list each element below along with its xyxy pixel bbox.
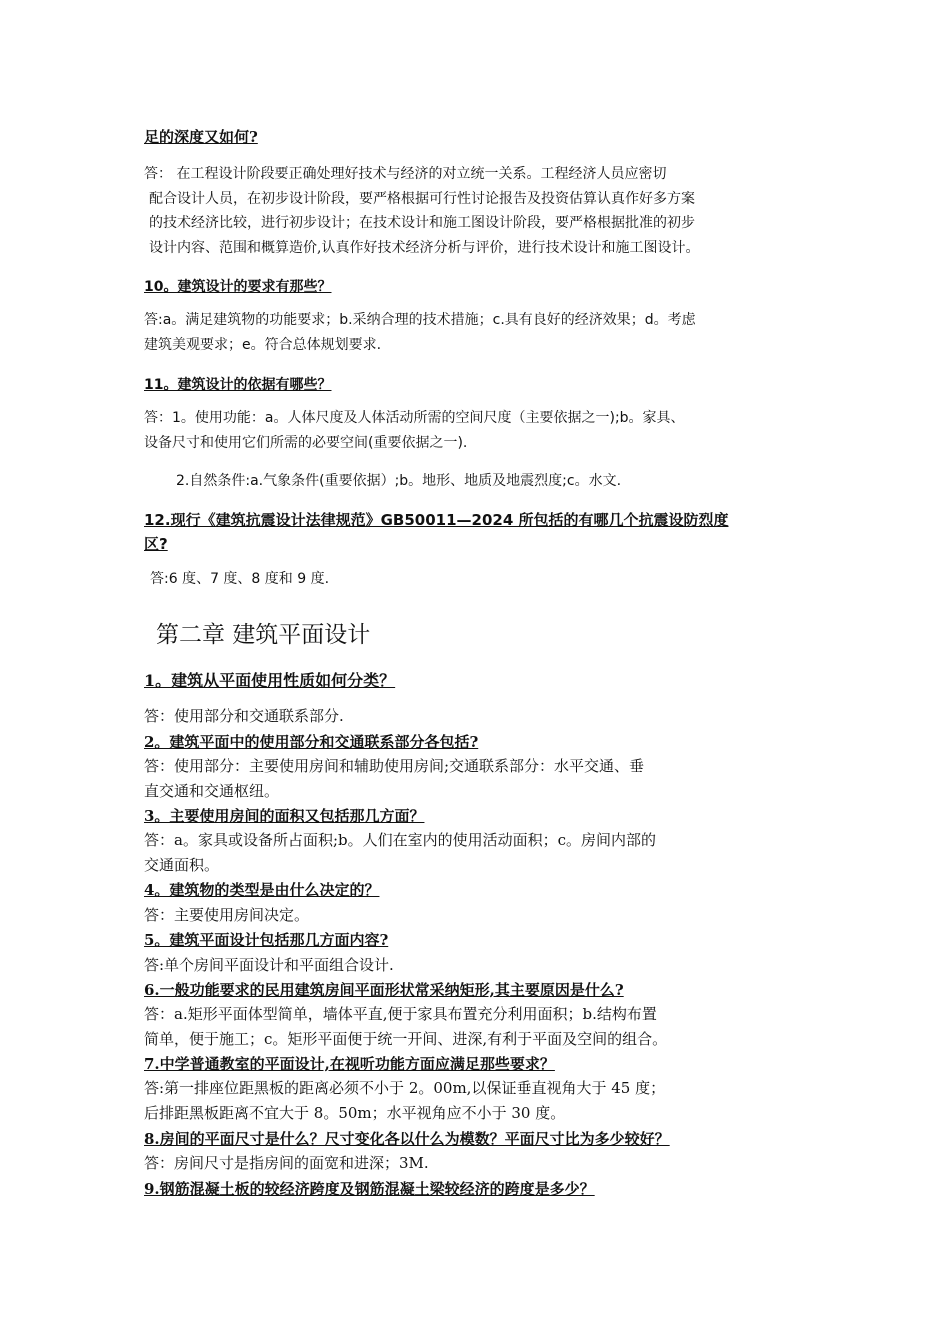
answer-11 xyxy=(144,406,808,456)
answer-line: 答：a。家具或设备所占面积;b。人们在室内的使用活动面积；c。房间内部的 xyxy=(144,831,657,849)
question-line: 12.现行《建筑抗震设计法律规范》GB50011—2024 所包括的有哪几个抗震设防烈度 xyxy=(144,511,729,529)
question-line: 区? xyxy=(144,535,168,553)
answer-line: 简单，便于施工；c。矩形平面便于统一开间、进深,有利于平面及空间的组合。 xyxy=(144,1030,668,1048)
question-c2-9: 9.钢筋混凝土板的较经济跨度及钢筋混凝土梁较经济的跨度是多少？ xyxy=(144,1180,595,1198)
answer-c2-3 xyxy=(144,828,808,878)
answer-c2-2 xyxy=(144,754,808,804)
question-c2-6: 6.一般功能要求的民用建筑房间平面形状常采纳矩形,其主要原因是什么? xyxy=(144,981,624,999)
answer-line: 配合设计人员，在初步设计阶段，要严格根据可行性讨论报告及投资估算认真作好多方案 xyxy=(149,190,695,207)
answer-line: 建筑美观要求；e。符合总体规划要求. xyxy=(144,337,382,353)
question-c2-3: 3。主要使用房间的面积又包括那几方面？ xyxy=(144,807,425,825)
answer-line: 的技术经济比较，进行初步设计；在技术设计和施工图设计阶段，要严格根据批准的初步 xyxy=(149,215,695,231)
question-11: 11。建筑设计的依据有哪些？ xyxy=(144,377,332,393)
question-c2-2: 2。建筑平面中的使用部分和交通联系部分各包括? xyxy=(144,733,479,751)
answer-line: 后排距黑板距离不宜大于 8。50m；水平视角应不小于 30 度。 xyxy=(144,1104,566,1122)
answer-line: 答：使用部分：主要使用房间和辅助使用房间;交通联系部分：水平交通、垂 xyxy=(144,757,645,775)
answer-c2-8: 答：房间尺寸是指房间的面宽和进深；3M. xyxy=(144,1154,429,1172)
answer-line: 答： 在工程设计阶段要正确处理好技术与经济的对立统一关系。工程经济人员应密切 xyxy=(144,166,667,182)
question-10: 10。建筑设计的要求有那些？ xyxy=(144,279,332,295)
answer-intro xyxy=(144,162,808,260)
answer-line: 直交通和交通枢纽。 xyxy=(144,782,280,800)
answer-line: 设计内容、范围和概算造价,认真作好技术经济分析与评价，进行技术设计和施工图设计。 xyxy=(149,239,700,256)
answer-c2-4: 答：主要使用房间决定。 xyxy=(144,906,310,924)
answer-12: 答:6 度、7 度、8 度和 9 度. xyxy=(150,571,330,587)
answer-c2-5: 答:单个房间平面设计和平面组合设计. xyxy=(144,956,394,974)
answer-c2-7 xyxy=(144,1076,808,1126)
question-c2-7: 7.中学普通教室的平面设计,在视听功能方面应满足那些要求？ xyxy=(144,1055,555,1073)
question-intro: 足的深度又如何? xyxy=(144,128,258,146)
answer-11-natural: 2.自然条件:a.气象条件(重要依据）;b。地形、地质及地震烈度;c。水文. xyxy=(176,473,622,489)
answer-line: 答:第一排座位距黑板的距离必须不小于 2。00m,以保证垂直视角大于 45 度； xyxy=(144,1079,666,1097)
answer-line: 答：a.矩形平面体型简单，墙体平直,便于家具布置充分利用面积；b.结构布置 xyxy=(144,1005,657,1023)
answer-c2-1: 答：使用部分和交通联系部分. xyxy=(144,707,344,725)
question-c2-8: 8.房间的平面尺寸是什么？尺寸变化各以什么为模数？平面尺寸比为多少较好？ xyxy=(144,1130,670,1148)
question-c2-5: 5。建筑平面设计包括那几方面内容? xyxy=(144,931,389,949)
chapter-heading: 第二章 建筑平面设计 xyxy=(156,622,371,648)
answer-line: 交通面积。 xyxy=(144,856,220,874)
answer-10 xyxy=(144,308,808,358)
question-c2-4: 4。建筑物的类型是由什么决定的？ xyxy=(144,881,380,899)
answer-line: 设备尺寸和使用它们所需的必要空间(重要依据之一). xyxy=(144,435,468,451)
question-c2-1: 1。建筑从平面使用性质如何分类？ xyxy=(144,671,396,690)
answer-c2-6 xyxy=(144,1002,808,1052)
answer-line: 答：1。使用功能：a。人体尺度及人体活动所需的空间尺度（主要依据之一);b。家具、 xyxy=(144,410,685,426)
question-12 xyxy=(144,508,808,556)
answer-line: 答:a。满足建筑物的功能要求；b.采纳合理的技术措施；c.具有良好的经济效果；d。考虑 xyxy=(144,312,696,328)
